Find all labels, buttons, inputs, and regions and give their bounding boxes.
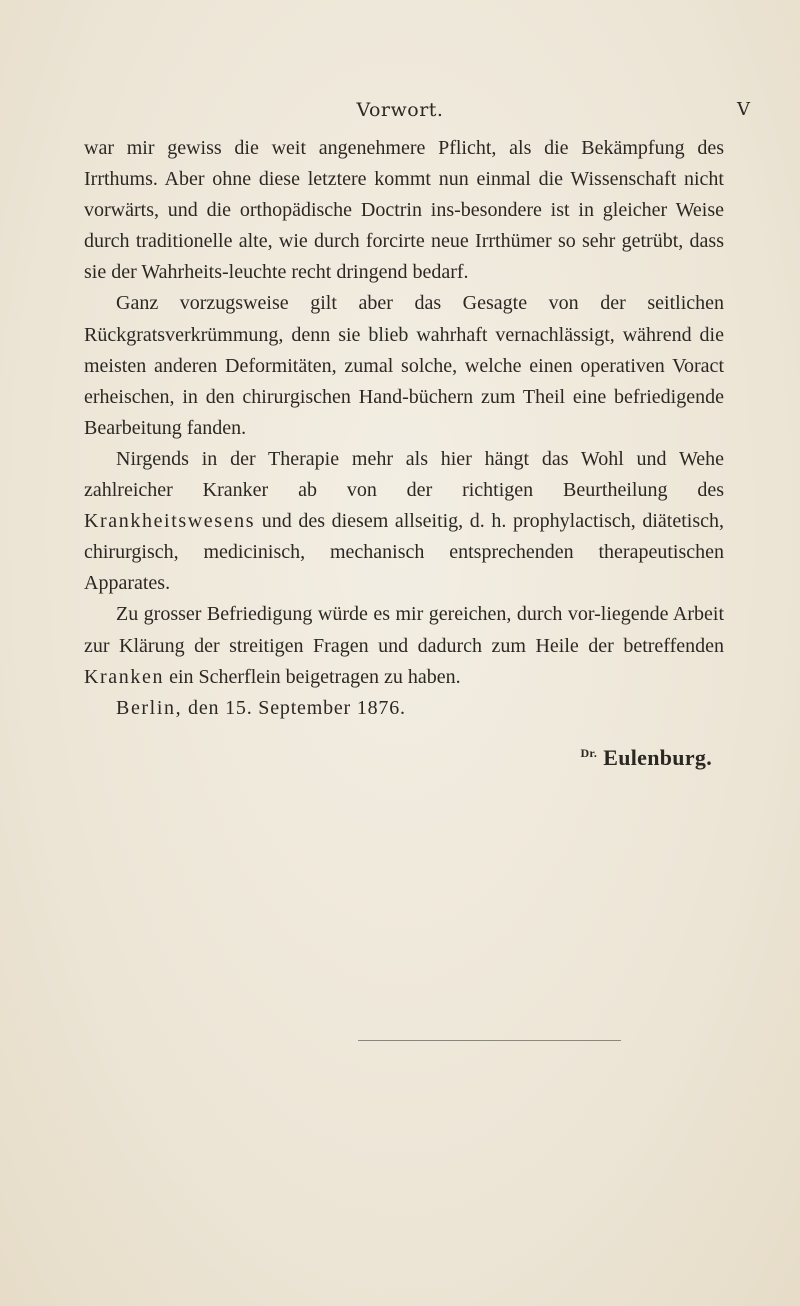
signature-name: Eulenburg. — [603, 744, 712, 770]
paragraph — [84, 599, 724, 692]
paragraph — [84, 444, 724, 599]
body-text — [84, 133, 724, 773]
paragraph-text: und des diesem allseitig, d. h. prophylactisch, diätetisch, chirurgisch, medicinisch, mechanisch entsprechenden therapeutischen Apparates. — [84, 510, 724, 595]
paragraph-text: Nirgends in der Therapie mehr als hier hängt das Wohl und Wehe zahlreicher Kranker ab von der richtigen Beurtheilung des — [84, 447, 724, 502]
divider-rule — [358, 1040, 621, 1041]
paragraph-text: war mir gewiss die weit angenehmere Pflicht, als die Bekämpfung des Irrthums. Aber ohne diese letztere kommt nun einmal die Wissenschaft nicht vorwärts, und die orthopädische Doctrin ins-besondere ist in gleicher Weise durch traditionelle alte, wie durch forcirte neue Irrthümer so sehr getrübt, dass sie der Wahrheits-leuchte recht dringend bedarf. — [84, 137, 724, 284]
running-title: Vorwort. — [356, 99, 444, 121]
emphasized-text: Kranken — [84, 665, 165, 688]
emphasized-text: Krankheitswesens — [84, 510, 256, 533]
dateline-date: den 15. September 1876. — [188, 696, 406, 719]
signature-title: Dr. — [580, 745, 598, 760]
paragraph-text: ein Scherflein beigetragen zu haben. — [164, 665, 461, 688]
paragraph — [84, 288, 724, 443]
page-number: V — [737, 99, 750, 120]
dateline — [84, 693, 724, 724]
paragraph — [84, 133, 724, 288]
signature — [84, 738, 724, 773]
paragraph-text: Ganz vorzugsweise gilt aber das Gesagte von der seitlichen Rückgratsverkrümmung, denn sie blieb wahrhaft vernachlässigt, während die meisten anderen Deformitäten, zumal solche, welche einen operativen Voract erheischen, in den chirurgischen Hand-büchern zum Theil eine befriedigende Bearbeitung fanden. — [84, 292, 724, 439]
paragraph-text: Zu grosser Befriedigung würde es mir gereichen, durch vor-liegende Arbeit zur Klärung der streitigen Fragen und dadurch zum Heile der betreffenden — [84, 603, 724, 657]
dateline-place: Berlin, — [116, 696, 183, 719]
running-header — [0, 99, 800, 127]
